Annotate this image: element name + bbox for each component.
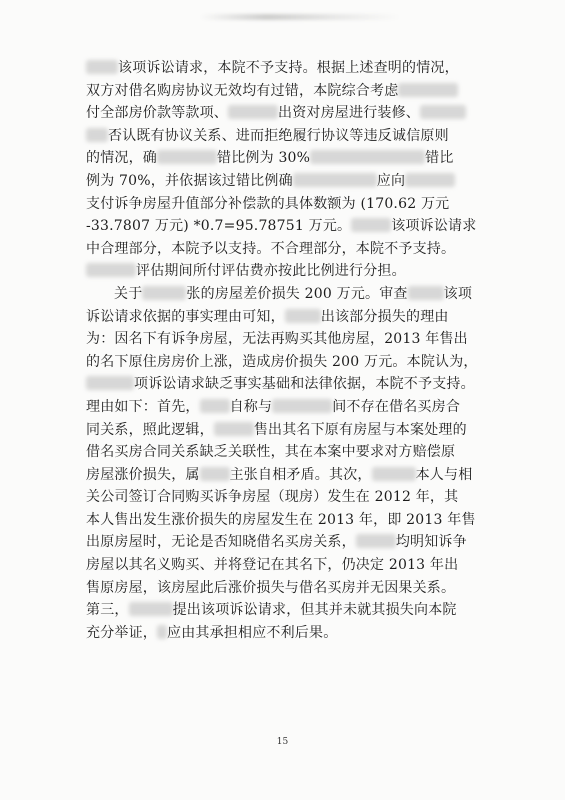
text-segment: 错比例为 30% [217,150,311,167]
text-segment: 出资对房屋进行装修、 [278,105,420,122]
redaction-mark [356,534,396,548]
redaction-mark [272,399,332,413]
text-segment: 提出该项诉讼请求，但其并未就其损失向本院 [172,602,457,619]
redaction-mark [86,376,134,390]
text-line [86,328,496,351]
text-segment: 为：因名下有诉争房屋，无法再购买其他房屋，2013 年售出 [86,331,468,348]
text-segment: 该项 [443,285,473,302]
redaction-mark [86,128,108,142]
redaction-mark [86,60,118,74]
redaction-mark [86,263,136,277]
text-segment: 售原房屋，该房屋此后涨价损失与借名买房并无因果关系。 [86,579,456,596]
text-segment: 付全部房价款等款项、 [86,105,228,122]
judgment-text [86,57,496,644]
text-segment: 关于 [114,285,143,302]
text-line [86,170,496,193]
text-line [86,373,496,396]
redaction-mark [200,467,230,481]
text-segment: 出原房屋时，无论是否知晓借名买房关系， [86,534,356,551]
redaction-mark [372,467,416,481]
text-line [86,351,496,374]
redaction-mark [293,173,377,187]
text-segment: 房屋涨价损失，属 [86,466,200,483]
text-line [86,102,496,125]
text-segment: 主张自相矛盾。其次， [229,466,372,483]
text-segment: 错比 [425,150,454,167]
text-segment: 均明知诉争 [395,534,467,551]
redaction-mark [285,309,321,323]
text-segment: 例为 70%，并依据该过错比例确 [86,172,293,189]
text-segment: 的名下原住房房价上涨，造成房价损失 200 万元。本院认为， [86,353,478,370]
text-segment: 关公司签订合同购买诉争房屋（现房）发生在 2012 年，其 [86,489,459,506]
text-line [86,80,496,103]
text-segment: 第三， [86,602,129,619]
text-line [86,599,496,622]
text-line [86,622,496,645]
redaction-mark [398,83,458,97]
text-line [86,125,496,148]
text-segment: 理由如下：首先， [86,398,200,415]
text-segment: 应由其承担相应不利后果。 [167,624,338,641]
text-segment: 充分举证， [86,624,157,641]
text-segment: 售出其名下原有房屋与本案处理的 [253,421,467,438]
text-segment: 评估期间所付评估费亦按此比例进行分担。 [136,263,406,280]
text-line [86,577,496,600]
text-line [86,419,496,442]
text-line [86,396,496,419]
text-segment: 房屋以其名义购买、并将登记在其名下，仍决定 2013 年出 [86,557,459,574]
redaction-mark [310,150,425,164]
redaction-mark [200,399,230,413]
text-segment: 自称与 [229,398,273,415]
redaction-mark [157,150,217,164]
text-line [86,283,496,306]
text-segment: 张的房屋差价损失 200 万元。审查 [186,285,408,302]
text-segment: 项诉讼请求缺乏事实基础和法律依据，本院不予支持。 [134,376,475,393]
text-segment: 间不存在借名买房合 [332,398,461,415]
text-segment: 的情况，确 [86,150,157,167]
text-line [86,509,496,532]
text-segment: 诉讼请求依据的事实理由可知， [86,308,285,325]
text-line [86,260,496,283]
text-segment: 同关系，照此逻辑， [86,421,214,438]
text-line [86,306,496,329]
text-segment: 出该部分损失的理由 [320,308,449,325]
text-segment: 中合理部分，本院予以支持。不合理部分，本院不予支持。 [86,240,456,257]
text-segment: -33.7807 万元) *0.7=95.78751 万元。 [86,218,352,235]
text-segment: 应向 [376,172,406,189]
text-line [86,464,496,487]
redaction-mark [405,173,455,187]
redaction-mark [408,286,444,300]
redaction-mark [129,602,173,616]
text-segment: 本人与相 [415,466,473,483]
text-segment: 借名买房合同关系缺乏关联性，其在本案中要求对方赔偿原 [86,444,456,461]
redaction-mark [142,286,186,300]
text-segment: 否认既有协议关系、进而拒绝履行协议等违反诚信原则 [108,127,449,144]
text-line [86,554,496,577]
redaction-mark [420,105,466,119]
text-line [86,486,496,509]
text-line [86,193,496,216]
text-line [86,441,496,464]
text-line [86,531,496,554]
text-line [86,57,496,80]
redaction-mark [351,218,391,232]
scan-smudge [200,14,400,20]
redaction-mark [228,105,278,119]
text-segment: 该项诉讼请求，本院不予支持。根据上述查明的情况， [118,60,459,76]
page-number: 15 [276,737,289,747]
redaction-mark [157,625,167,639]
text-line [86,215,496,238]
text-line [86,147,496,170]
text-segment: 该项诉讼请求 [391,218,477,235]
text-segment: 支付诉争房屋升值部分补偿款的具体数额为 (170.62 万元 [86,195,450,212]
text-segment: 双方对借名购房协议无效均有过错，本院综合考虑 [86,82,399,99]
text-segment: 本人售出发生涨价损失的房屋发生在 2013 年，即 2013 年售 [86,511,476,528]
redaction-mark [214,422,254,436]
text-line [86,238,496,261]
